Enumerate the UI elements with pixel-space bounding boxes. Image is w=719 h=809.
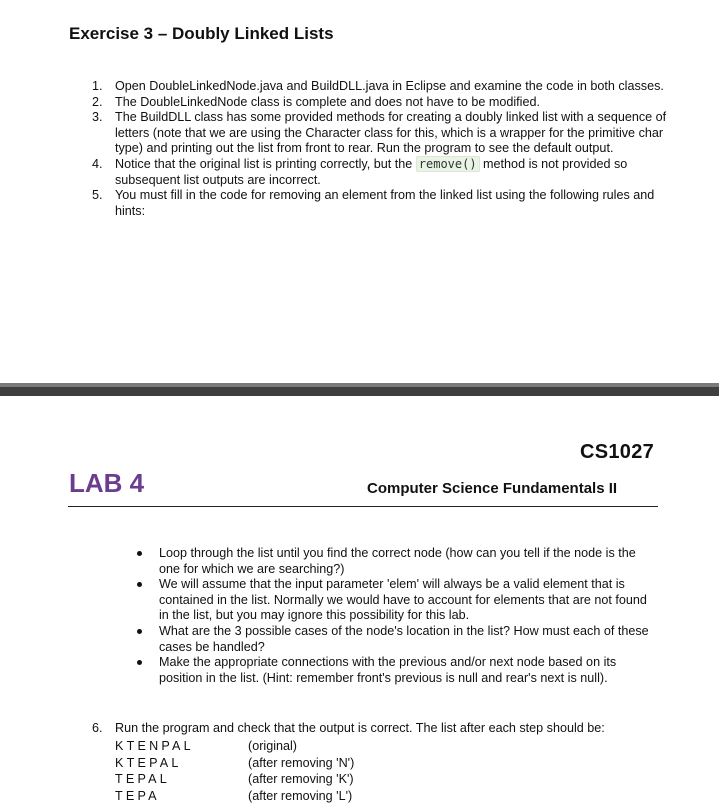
step-number: 4. — [92, 156, 103, 171]
list-item — [92, 79, 672, 95]
list-item — [136, 655, 656, 686]
hints-list — [136, 546, 656, 686]
step-number: 3. — [92, 110, 103, 125]
step-text: Notice that the original list is printing correctly, but the — [115, 156, 416, 171]
step-number: 1. — [92, 79, 103, 93]
step-number: 5. — [92, 188, 103, 203]
list-letters: KTEPAL — [115, 755, 182, 770]
exercise-steps-list — [92, 79, 672, 219]
page-break-divider — [0, 383, 719, 396]
hint-text: What are the 3 possible cases of the node's location in the list? How must each of these cases be handled? — [159, 623, 649, 654]
list-item — [136, 577, 656, 624]
step-text: Open DoubleLinkedNode.java and BuildDLL.java in Eclipse and examine the code in both classes. — [115, 79, 664, 93]
step-number: 2. — [92, 94, 103, 109]
course-name: Computer Science Fundamentals II — [367, 480, 618, 497]
bullet-icon — [137, 629, 142, 634]
output-note: (after removing 'N') — [248, 755, 355, 770]
list-item — [92, 721, 692, 737]
list-item — [136, 624, 656, 655]
step-text: Run the program and check that the output is correct. The list after each step should be: — [115, 721, 605, 735]
hint-text: Make the appropriate connections with the previous and/or next node based on its position in the list. (Hint: remember front's previous is null and rear's next is null). — [159, 655, 617, 685]
remove-method-code: remove() — [416, 156, 480, 172]
list-item — [92, 157, 672, 188]
step-six — [92, 721, 692, 737]
list-item — [92, 188, 672, 219]
output-note: (after removing 'L') — [248, 788, 353, 803]
bullet-icon — [137, 582, 142, 587]
list-item — [92, 110, 672, 157]
list-letters: KTENPAL — [115, 739, 194, 753]
step-text: You must fill in the code for removing an element from the linked list using the following rules and hints: — [115, 188, 655, 218]
header-divider — [68, 506, 658, 507]
output-note: (original) — [248, 739, 297, 753]
list-letters: TEPA — [115, 788, 160, 803]
step-number: 6. — [92, 721, 103, 735]
lab-title: LAB 4 — [69, 468, 145, 498]
course-code: CS1027 — [580, 441, 655, 463]
hint-text: We will assume that the input parameter 'elem' will always be a valid element that is contained in the list. Normally we would have to account for elements that are not found in the list, but you may ignore this possibility for this lab. — [159, 577, 647, 623]
output-note: (after removing 'K') — [248, 772, 354, 786]
step-text: The BuildDLL class has some provided methods for creating a doubly linked list with a sequence of letters (note that we are using the Character class for this, which is a wrapper for the primitive char type) and printing out the list from front to rear. Run the program to see the default output. — [115, 110, 667, 156]
list-item — [136, 546, 656, 577]
bullet-icon — [137, 551, 142, 556]
bullet-icon — [137, 660, 142, 665]
list-letters: TEPAL — [115, 772, 170, 786]
list-item — [92, 95, 672, 111]
hint-text: Loop through the list until you find the correct node (how can you tell if the node is the one for which we are searching?) — [159, 546, 636, 576]
exercise-title: Exercise 3 – Doubly Linked Lists — [69, 24, 334, 43]
step-text-continued: method is not provided so subsequent list outputs are incorrect. — [115, 156, 628, 187]
step-text: The DoubleLinkedNode class is complete and does not have to be modified. — [115, 94, 540, 109]
